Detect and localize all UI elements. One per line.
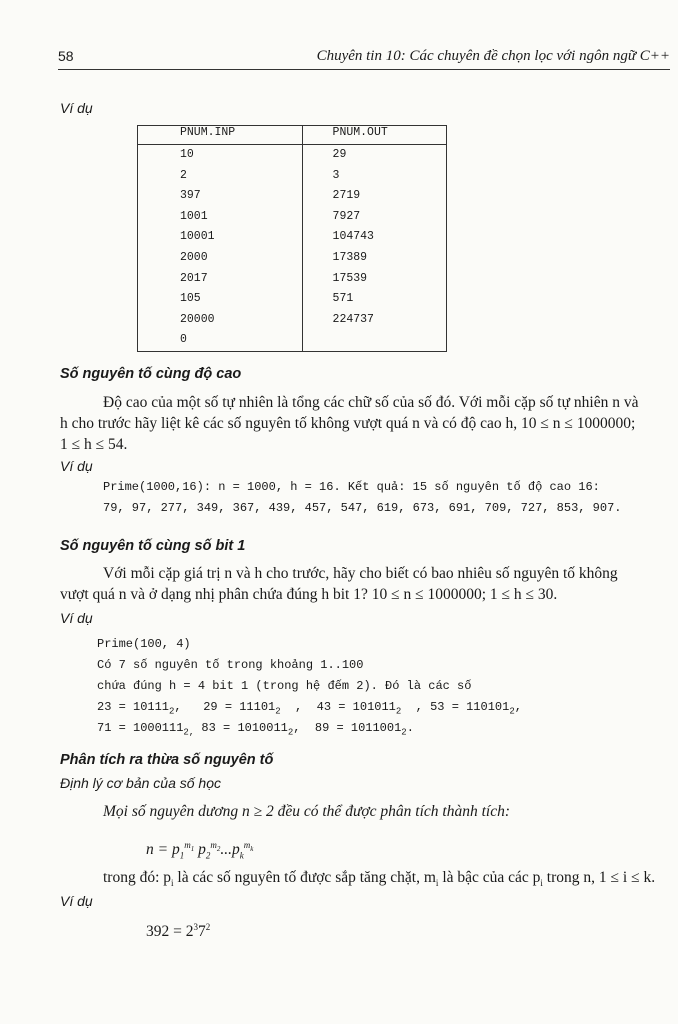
paragraph-line: h cho trước hãy liệt kê các số nguyên tố không vượt quá n và có độ cao h, 10 ≤ n ≤ 1000000; <box>60 415 636 432</box>
page-header <box>58 48 670 70</box>
table-header-row <box>138 126 447 145</box>
subscript: i <box>435 878 439 889</box>
cell: 20000 <box>138 310 303 331</box>
cell: 224737 <box>302 310 446 331</box>
table-row <box>138 227 447 248</box>
cell <box>302 330 446 351</box>
text-fragment: trong đó: p <box>103 869 172 886</box>
code-fragment: , 43 = 101011 <box>280 700 396 714</box>
subscript: 2 <box>509 706 515 717</box>
table-row <box>138 145 447 166</box>
cell: 2 <box>138 166 303 187</box>
table-row <box>138 207 447 228</box>
superscript: 3 <box>193 922 198 932</box>
subscript: 1 <box>179 850 185 861</box>
cell: 7927 <box>302 207 446 228</box>
formula-part: 7 <box>198 923 206 941</box>
superscript <box>210 840 221 853</box>
subscript: i <box>540 878 543 889</box>
code-line: Có 7 số nguyên tố trong khoảng 1..100 <box>97 658 364 672</box>
cell: 17389 <box>302 248 446 269</box>
subscript: 2 <box>401 727 407 738</box>
code-line: Prime(100, 4) <box>97 637 191 651</box>
subscript: i <box>171 878 174 889</box>
subscript: 2 <box>275 706 281 717</box>
where-clause <box>103 867 655 894</box>
cell: 2000 <box>138 248 303 269</box>
table-row <box>138 269 447 290</box>
subscript: 2, <box>183 727 195 738</box>
table-row <box>138 289 447 310</box>
formula-part: ...p <box>220 841 240 859</box>
exponent: m <box>184 840 191 850</box>
exponent-index: 1 <box>190 844 195 853</box>
subscript: 2 <box>395 706 402 717</box>
formula-part: n = p <box>146 841 180 859</box>
subscript: 2 <box>205 850 211 861</box>
example-label: Ví dụ <box>60 100 93 116</box>
subscript: 2 <box>287 727 294 738</box>
superscript <box>184 840 195 853</box>
exponent-index: 2 <box>216 844 221 853</box>
superscript <box>243 840 254 853</box>
exponent: m <box>210 840 217 850</box>
cell: 3 <box>302 166 446 187</box>
example-label: Ví dụ <box>60 610 93 626</box>
factorization-formula <box>146 835 253 866</box>
table-row <box>138 166 447 187</box>
header-out: PNUM.OUT <box>302 126 446 145</box>
text-fragment: là các số nguyên tố được sắp tăng chặt, m <box>173 869 436 886</box>
code-fragment: 71 = 1000111 <box>97 721 184 735</box>
subscript: 2 <box>169 706 175 717</box>
header-inp: PNUM.INP <box>138 126 303 145</box>
code-line <box>97 700 522 716</box>
table-row <box>138 310 447 331</box>
io-table <box>137 125 447 352</box>
example-label: Ví dụ <box>60 893 93 909</box>
cell: 571 <box>302 289 446 310</box>
code-fragment: . <box>406 721 414 735</box>
section-heading: Số nguyên tố cùng độ cao <box>60 366 242 382</box>
cell: 0 <box>138 330 303 351</box>
cell: 2719 <box>302 186 446 207</box>
formula-part: p <box>194 841 206 859</box>
table-row <box>138 186 447 207</box>
code-fragment: 23 = 10111 <box>97 700 170 714</box>
formula-part: 392 = 2 <box>146 923 194 941</box>
cell: 104743 <box>302 227 446 248</box>
cell: 10 <box>138 145 303 166</box>
code-line <box>97 721 414 737</box>
superscript: 2 <box>205 922 211 932</box>
code-fragment: , 53 = 110101 <box>401 700 510 714</box>
code-fragment: 83 = 1010011 <box>194 721 288 735</box>
section-heading: Số nguyên tố cùng số bit 1 <box>60 538 246 554</box>
example-formula <box>146 917 210 942</box>
cell: 105 <box>138 289 303 310</box>
cell: 29 <box>302 145 446 166</box>
subheading: Định lý cơ bản của số học <box>60 775 221 791</box>
running-title: Chuyên tin 10: Các chuyên đề chọn lọc với ngôn ngữ C++ <box>316 48 670 64</box>
subscript: k <box>239 850 244 861</box>
cell: 17539 <box>302 269 446 290</box>
paragraph-line: vượt quá n và ở dạng nhị phân chứa đúng h bit 1? 10 ≤ n ≤ 1000000; 1 ≤ h ≤ 30. <box>60 586 558 603</box>
example-label: Ví dụ <box>60 458 93 474</box>
table-row <box>138 330 447 351</box>
code-fragment: , <box>514 700 522 714</box>
text-fragment: trong n, 1 ≤ i ≤ k. <box>542 869 656 886</box>
paragraph-line: 1 ≤ h ≤ 54. <box>60 436 128 453</box>
cell: 397 <box>138 186 303 207</box>
cell: 1001 <box>138 207 303 228</box>
paragraph-line: Độ cao của một số tự nhiên là tổng các chữ số của số đó. Với mỗi cặp số tự nhiên n và <box>103 394 639 411</box>
cell: 2017 <box>138 269 303 290</box>
paragraph-line: Với mỗi cặp giá trị n và h cho trước, hãy cho biết có bao nhiêu số nguyên tố không <box>103 565 618 582</box>
code-fragment: , 29 = 11101 <box>174 700 276 714</box>
section-heading: Phân tích ra thừa số nguyên tố <box>60 752 274 768</box>
code-fragment: , 89 = 1011001 <box>293 721 402 735</box>
exponent-index: k <box>250 844 254 853</box>
text-fragment: là bậc của các p <box>438 869 541 886</box>
exponent: m <box>243 840 251 850</box>
code-line: 79, 97, 277, 349, 367, 439, 457, 547, 619, 673, 691, 709, 727, 853, 907. <box>103 501 622 515</box>
theorem-text: Mọi số nguyên dương n ≥ 2 đều có thể được phân tích thành tích: <box>103 803 510 820</box>
table-row <box>138 248 447 269</box>
code-line: chứa đúng h = 4 bit 1 (trong hệ đếm 2). Đó là các số <box>97 679 472 693</box>
page-number: 58 <box>58 48 74 64</box>
code-line: Prime(1000,16): n = 1000, h = 16. Kết quả: 15 số nguyên tố độ cao 16: <box>103 480 600 494</box>
cell: 10001 <box>138 227 303 248</box>
